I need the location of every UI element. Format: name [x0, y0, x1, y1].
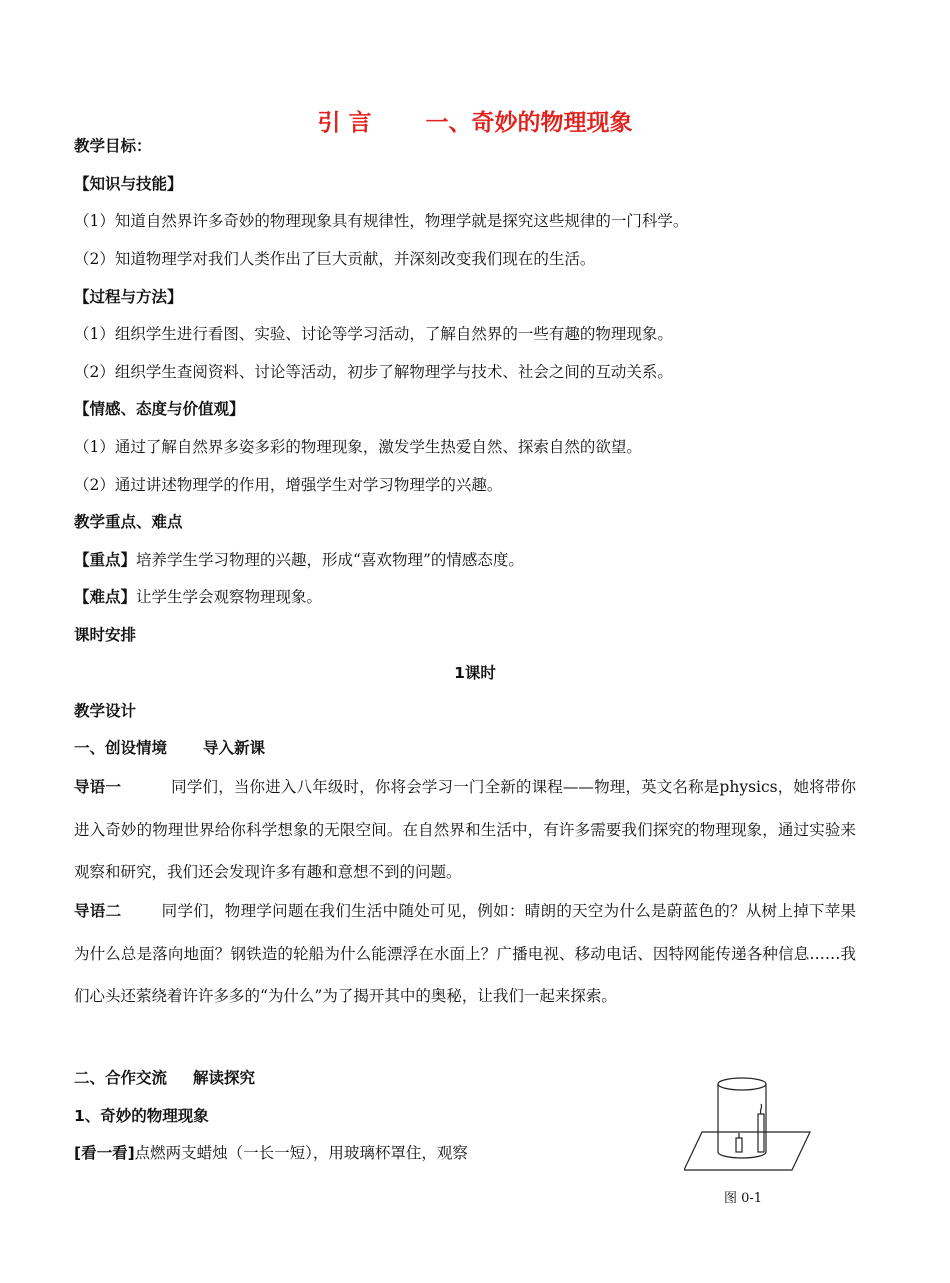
jar-top: [718, 1078, 766, 1090]
intro2-label: 导语二: [74, 902, 122, 920]
difficulty-line: [74, 587, 322, 607]
section2-title-a: 二、合作交流: [74, 1069, 168, 1087]
figure-base-plate: [684, 1132, 810, 1170]
intro2-paragraph: [74, 890, 856, 1018]
section1-title-b: 导入新课: [203, 739, 266, 757]
process-item-2: （2）组织学生查阅资料、讨论等活动，初步了解物理学与技术、社会之间的互动关系。: [74, 363, 673, 381]
objectives-heading: 教学目标：: [74, 137, 152, 155]
knowledge-item-2: （2）知道物理学对我们人类作出了巨大贡献，并深刻改变我们现在的生活。: [74, 250, 596, 268]
look-text: 点燃两支蜡烛（一长一短），用玻璃杯罩住，观察: [134, 1144, 468, 1162]
section2-title-b: 解读探究: [193, 1069, 256, 1087]
intro2-text: 同学们，物理学问题在我们生活中随处可见，例如：晴朗的天空为什么是蔚蓝色的？从树上掉下苹果为什么总是落向地面？钢铁造的轮船为什么能漂浮在水面上？广播电视、移动电话、因特网能传递各种信息……我们心头还萦绕着许许多多的“为什么”为了揭开其中的奥秘，让我们一起来探索。: [74, 902, 856, 1005]
process-item-1: （1）组织学生进行看图、实验、讨论等学习活动，了解自然界的一些有趣的物理现象。: [74, 325, 673, 343]
long-candle-flame: [760, 1104, 761, 1114]
schedule-heading: 课时安排: [74, 626, 137, 644]
design-heading: 教学设计: [74, 702, 137, 720]
difficulty-label: 【难点】: [74, 588, 137, 606]
knowledge-heading: 【知识与技能】: [74, 175, 183, 193]
candle-jar-figure: [684, 1070, 816, 1178]
intro1-paragraph: [74, 766, 856, 894]
look-line: [74, 1143, 468, 1163]
emotion-item-2: （2）通过讲述物理学的作用，增强学生对学习物理学的兴趣。: [74, 476, 503, 494]
section2-heading: [74, 1068, 255, 1088]
key-points-heading: 教学重点、难点: [74, 513, 183, 531]
figure-caption: 图 0-1: [724, 1191, 763, 1206]
long-candle: [758, 1114, 764, 1152]
subsection1-heading: 1、奇妙的物理现象: [74, 1107, 209, 1125]
emotion-heading: 【情感、态度与价值观】: [74, 400, 245, 418]
section1-heading: [74, 738, 265, 758]
knowledge-item-1: （1）知道自然界许多奇妙的物理现象具有规律性，物理学就是探究这些规律的一门科学。: [74, 212, 689, 230]
short-candle: [736, 1138, 742, 1152]
focus-text: 培养学生学习物理的兴趣，形成“喜欢物理”的情感态度。: [136, 551, 524, 569]
process-heading: 【过程与方法】: [74, 288, 183, 306]
page-title: 引 言 一、奇妙的物理现象: [317, 110, 633, 136]
look-label: [看一看]: [74, 1144, 135, 1162]
intro1-label: 导语一: [74, 778, 122, 796]
difficulty-text: 让学生学会观察物理现象。: [136, 588, 323, 606]
focus-line: [74, 550, 524, 570]
intro1-text: 同学们，当你进入八年级时，你将会学习一门全新的课程——物理，英文名称是physics，她将带你进入奇妙的物理世界给你科学想象的无限空间。在自然界和生活中，有许多需要我们探究的物理现象，通过实验来观察和研究，我们还会发现许多有趣和意想不到的问题。: [74, 778, 856, 881]
schedule-value: 1课时: [454, 664, 496, 682]
emotion-item-1: （1）通过了解自然界多姿多彩的物理现象，激发学生热爱自然、探索自然的欲望。: [74, 438, 642, 456]
focus-label: 【重点】: [74, 551, 137, 569]
section1-title-a: 一、创设情境: [74, 739, 168, 757]
